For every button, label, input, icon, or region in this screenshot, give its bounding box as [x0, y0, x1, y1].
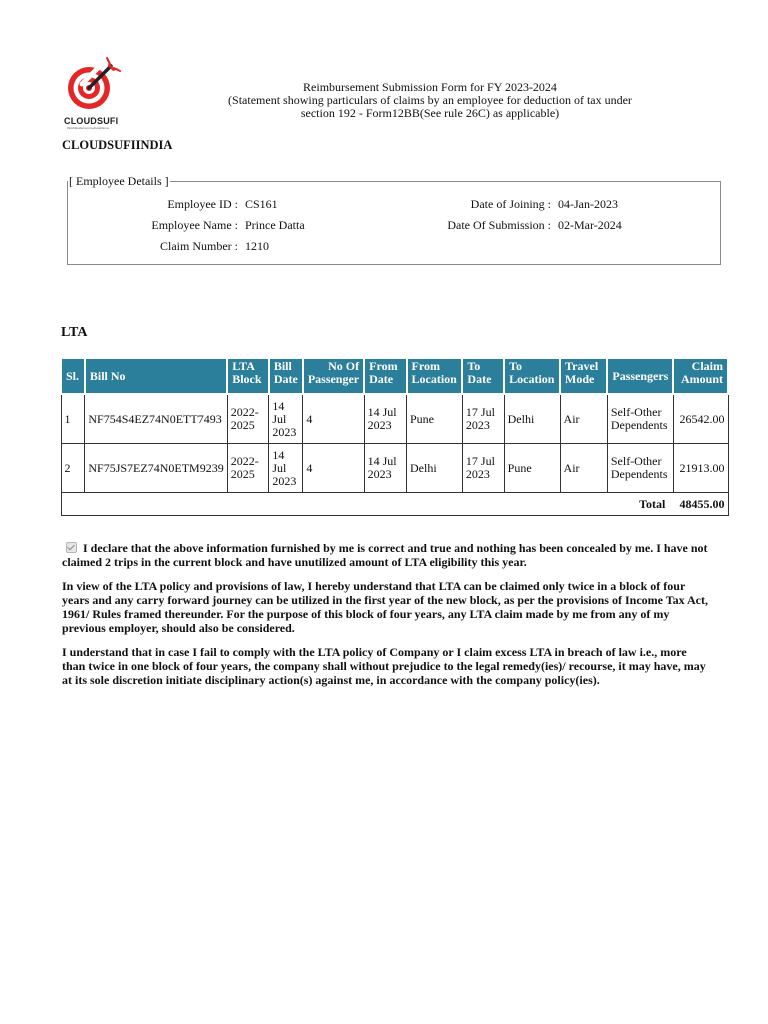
- form-title: Reimbursement Submission Form for FY 2023-2024: [303, 80, 557, 94]
- total-label: Total: [61, 493, 673, 516]
- cell-bill-no: NF754S4EZ74N0ETT7493: [85, 394, 227, 444]
- submission-date-value: 02-Mar-2024: [558, 218, 622, 232]
- col-header-bill-date: Bill Date: [269, 358, 303, 394]
- col-header-lta-block: LTA Block: [227, 358, 269, 394]
- employee-details-legend: [ Employee Details ]: [69, 174, 169, 188]
- joining-date-label: Date of Joining :: [470, 197, 551, 211]
- table-row: [61, 444, 728, 493]
- cell-from-date: 14 Jul 2023: [364, 394, 406, 444]
- cell-passengers: Self-Other Dependents: [607, 444, 673, 493]
- col-header-from-location: From Location: [407, 358, 463, 394]
- col-header-to-date: To Date: [462, 358, 504, 394]
- col-header-to-location: To Location: [504, 358, 560, 394]
- lta-claims-table: [60, 357, 729, 516]
- company-name: CLOUDSUFIINDIA: [62, 138, 173, 152]
- cell-no-of-passenger: 4: [303, 394, 364, 444]
- form-header: [200, 81, 660, 120]
- employee-id-value: CS161: [245, 197, 278, 211]
- declaration-text-1: I declare that the above information furnished by me is correct and true and nothing has been concealed by me. I have not claimed 2 trips in the current block and have unutilized amount of LTA eligibility this year.: [62, 541, 708, 569]
- table-row: [61, 394, 728, 444]
- table-header-row: [61, 358, 728, 394]
- cell-to-date: 17 Jul 2023: [462, 444, 504, 493]
- employee-name-value: Prince Datta: [245, 218, 305, 232]
- cell-lta-block: 2022-2025: [227, 394, 269, 444]
- total-row: [61, 493, 728, 516]
- logo-tagline: #WeMakeEnterpriseDataDance: [67, 126, 110, 130]
- target-arrow-icon: [64, 54, 124, 116]
- submission-date-label: Date Of Submission :: [447, 218, 551, 232]
- total-value: 48455.00: [673, 493, 728, 516]
- col-header-passengers: Passengers: [607, 358, 673, 394]
- section-title-lta: LTA: [61, 325, 88, 340]
- col-header-bill-no: Bill No: [85, 358, 227, 394]
- cell-sl: 1: [61, 394, 85, 444]
- logo-name: CLOUDSUFI: [64, 116, 119, 126]
- declaration-paragraph-1: [62, 541, 712, 569]
- form-subtitle-line2: section 192 - Form12BB(See rule 26C) as applicable): [300, 106, 560, 120]
- employee-name-label: Employee Name :: [151, 218, 238, 232]
- claim-number-value: 1210: [245, 239, 269, 253]
- cell-lta-block: 2022-2025: [227, 444, 269, 493]
- cell-travel-mode: Air: [560, 444, 607, 493]
- cell-from-location: Delhi: [407, 444, 463, 493]
- cell-to-date: 17 Jul 2023: [462, 394, 504, 444]
- cell-to-location: Pune: [504, 444, 560, 493]
- cell-from-date: 14 Jul 2023: [364, 444, 406, 493]
- cell-to-location: Delhi: [504, 394, 560, 444]
- cell-passengers: Self-Other Dependents: [607, 394, 673, 444]
- declaration-text-2: In view of the LTA policy and provisions of law, I hereby understand that LTA can be claimed only twice in a block of four years and any carry forward journey can be utilized in the first year of the new block, as per the provisions of Income Tax Act, 1961/ Rules framed thereunder. For the purpose of this block of four years, any LTA claim made by me from any of my previous employer, should also be considered.: [62, 579, 708, 635]
- cell-claim-amount: 21913.00: [673, 444, 728, 493]
- col-header-travel-mode: Travel Mode: [560, 358, 607, 394]
- employee-id-label: Employee ID :: [167, 197, 238, 211]
- declaration-text-3: I understand that in case I fail to comply with the LTA policy of Company or I claim excess LTA in breach of law i.e., more than twice in one block of four years, the company shall without prejudice to the legal remedy(ies)/ recourse, it may have, may at its sole discretion initiate disciplinary action(s) against me, in accordance with the company policy(ies).: [62, 645, 706, 687]
- form-subtitle-line1: (Statement showing particulars of claims by an employee for deduction of tax under: [228, 93, 632, 107]
- col-header-claim-amount: Claim Amount: [673, 358, 728, 394]
- cell-bill-date: 14 Jul 2023: [269, 444, 303, 493]
- cell-bill-date: 14 Jul 2023: [269, 394, 303, 444]
- cell-sl: 2: [61, 444, 85, 493]
- joining-date-value: 04-Jan-2023: [558, 197, 618, 211]
- declaration-block: [62, 541, 712, 697]
- cell-travel-mode: Air: [560, 394, 607, 444]
- cell-claim-amount: 26542.00: [673, 394, 728, 444]
- cell-bill-no: NF75JS7EZ74N0ETM9239: [85, 444, 227, 493]
- cell-from-location: Pune: [407, 394, 463, 444]
- cell-no-of-passenger: 4: [303, 444, 364, 493]
- col-header-no-of-passenger: No Of Passenger: [303, 358, 364, 394]
- claim-number-label: Claim Number :: [160, 239, 238, 253]
- col-header-sl: Sl.: [61, 358, 85, 394]
- col-header-from-date: From Date: [364, 358, 406, 394]
- declaration-checkbox[interactable]: [66, 542, 77, 553]
